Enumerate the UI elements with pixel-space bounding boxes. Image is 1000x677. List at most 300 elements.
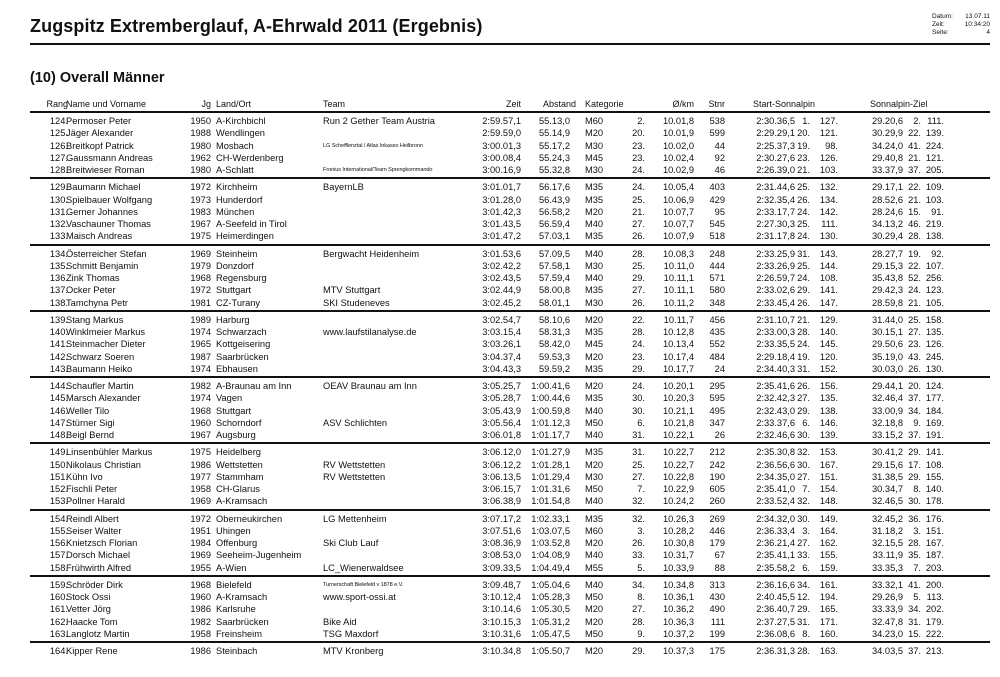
start-sonnalpin-class-rank-cell: 30. [797, 513, 810, 524]
name-cell: Fischli Peter [66, 484, 118, 494]
start-sonnalpin-time-cell: 2:34.35,0 [756, 471, 795, 482]
kategorie-rank-cell: 23. [632, 152, 645, 163]
sonnalpin-ziel-class-rank-cell: 37. [908, 646, 921, 656]
abstand-cell: 1:01.12,3 [531, 417, 570, 428]
kategorie-cell: M20 [585, 646, 604, 656]
start-sonnalpin-time-cell: 2:31.10,7 [756, 314, 795, 325]
zeit-cell: 3:04.43,3 [482, 363, 521, 374]
start-sonnalpin-class-rank-cell: 29. [797, 285, 810, 296]
kategorie-rank-cell: 25. [632, 194, 645, 205]
sonnalpin-ziel-class-rank-cell: 22. [908, 260, 921, 271]
zeit-cell: 3:02.54,7 [482, 314, 521, 325]
abstand-cell: 1:05.30,5 [531, 604, 570, 615]
table-row [30, 429, 990, 441]
ort-cell: Wettstetten [216, 459, 263, 470]
name-cell: Jäger Alexander [66, 128, 134, 139]
pace-cell: 10.31,7 [662, 550, 694, 561]
start-sonnalpin-class-rank-cell: 34. [797, 579, 810, 590]
start-sonnalpin-overall-rank-cell: 167. [819, 459, 838, 470]
zeit-cell: 3:07.51,6 [482, 525, 521, 536]
kategorie-rank-cell: 6. [637, 417, 645, 428]
sonnalpin-ziel-class-rank-cell: 15. [908, 206, 921, 217]
start-sonnalpin-time-cell: 2:35.58,2 [756, 562, 795, 573]
start-sonnalpin-class-rank-cell: 7. [802, 484, 810, 494]
start-sonnalpin-overall-rank-cell: 142. [819, 206, 838, 217]
kategorie-rank-cell: 23. [632, 140, 645, 151]
start-sonnalpin-overall-rank-cell: 143. [819, 248, 838, 259]
stnr-cell: 347 [709, 417, 725, 428]
stnr-cell: 269 [709, 513, 725, 524]
table-row [30, 405, 990, 417]
table-row [30, 603, 990, 615]
jg-cell: 1982 [190, 381, 211, 391]
table-row [30, 417, 990, 429]
start-sonnalpin-overall-rank-cell: 148. [819, 496, 838, 507]
abstand-cell: 1:03.07,5 [531, 525, 570, 536]
start-sonnalpin-class-rank-cell: 31. [797, 616, 810, 627]
sonnalpin-ziel-time-cell: 34.13,2 [871, 219, 903, 229]
start-sonnalpin-class-rank-cell: 26. [797, 381, 810, 391]
abstand-cell: 1:05.47,5 [531, 628, 570, 639]
sonnalpin-ziel-overall-rank-cell: 111. [927, 116, 944, 126]
name-cell: Weller Tilo [66, 405, 110, 416]
col-sonnalpin-ziel: Sonnalpin-Ziel [870, 99, 928, 109]
zeit-cell: 3:00.16,9 [482, 165, 521, 175]
kategorie-cell: M20 [585, 538, 604, 548]
sonnalpin-ziel-overall-rank-cell: 191. [925, 430, 944, 440]
kategorie-rank-cell: 25. [632, 260, 645, 271]
ort-cell: Saarbrücken [216, 351, 269, 362]
start-sonnalpin-overall-rank-cell: 151. [819, 471, 838, 482]
kategorie-rank-cell: 29. [632, 273, 645, 283]
jg-cell: 1974 [190, 327, 211, 337]
zeit-cell: 3:01.28,0 [482, 194, 521, 205]
kategorie-rank-cell: 5. [637, 562, 645, 573]
start-sonnalpin-class-rank-cell: 28. [797, 327, 810, 337]
start-sonnalpin-overall-rank-cell: 165. [819, 604, 838, 615]
start-sonnalpin-class-rank-cell: 23. [797, 152, 810, 163]
name-cell: Breitwieser Roman [66, 165, 145, 175]
zeit-cell: 3:07.17,2 [482, 513, 521, 524]
start-sonnalpin-class-rank-cell: 6. [802, 562, 810, 573]
jg-cell: 1989 [190, 314, 211, 325]
stnr-cell: 348 [709, 297, 725, 308]
jg-cell: 1980 [190, 140, 211, 151]
start-sonnalpin-overall-rank-cell: 111. [821, 219, 838, 229]
sonnalpin-ziel-class-rank-cell: 37. [908, 430, 921, 440]
table-row [30, 363, 990, 375]
pace-cell: 10.36,1 [662, 592, 694, 602]
zeit-cell: 3:01.01,7 [482, 182, 521, 193]
group-divider [30, 641, 990, 643]
abstand-cell: 1:03.52,8 [531, 538, 570, 548]
ort-cell: CH-Werdenberg [216, 152, 284, 163]
kategorie-rank-cell: 34. [632, 579, 645, 590]
pace-cell: 10.02,9 [662, 165, 694, 175]
table-row [30, 140, 990, 152]
ort-cell: Stuttgart [216, 285, 252, 296]
rang-cell: 144. [49, 381, 68, 391]
kategorie-cell: M35 [585, 327, 604, 337]
name-cell: Schröder Dirk [66, 579, 123, 590]
name-cell: Langlotz Martin [66, 628, 130, 639]
abstand-cell: 58.01,1 [538, 297, 570, 308]
sonnalpin-ziel-overall-rank-cell: 202. [925, 604, 944, 615]
ort-cell: CH-Glarus [216, 484, 260, 494]
rang-cell: 143. [49, 363, 68, 374]
name-cell: Schwarz Soeren [66, 351, 135, 362]
start-sonnalpin-overall-rank-cell: 162. [819, 538, 838, 548]
start-sonnalpin-overall-rank-cell: 129. [819, 314, 838, 325]
table-row [30, 127, 990, 139]
jg-cell: 1969 [190, 550, 211, 561]
zeit-cell: 3:10.34,8 [482, 646, 521, 656]
start-sonnalpin-overall-rank-cell: 127. [819, 116, 838, 126]
start-sonnalpin-overall-rank-cell: 144. [819, 260, 838, 271]
ort-cell: Wendlingen [216, 128, 265, 139]
pace-cell: 10.06,9 [662, 194, 694, 205]
jg-cell: 1984 [190, 538, 211, 548]
team-cell: TSG Maxdorf [323, 628, 379, 639]
stnr-cell: 92 [714, 152, 725, 163]
sonnalpin-ziel-overall-rank-cell: 135. [925, 327, 944, 337]
meta-time-label: Zeit: [932, 21, 945, 28]
start-sonnalpin-time-cell: 2:36.16,6 [756, 579, 795, 590]
rang-cell: 134. [49, 248, 68, 259]
sonnalpin-ziel-class-rank-cell: 9. [913, 417, 921, 428]
table-row [30, 513, 990, 525]
start-sonnalpin-overall-rank-cell: 146. [819, 417, 838, 428]
name-cell: Steinmacher Dieter [66, 339, 146, 350]
sonnalpin-ziel-class-rank-cell: 26. [908, 363, 921, 374]
name-cell: Winklmeier Markus [66, 327, 146, 337]
kategorie-cell: M55 [585, 562, 604, 573]
zeit-cell: 3:00.08,4 [482, 152, 521, 163]
kategorie-cell: M30 [585, 297, 604, 308]
team-cell: www.sport-ossi.at [323, 592, 396, 602]
start-sonnalpin-time-cell: 2:33.02,6 [756, 285, 795, 296]
pace-cell: 10.30,8 [662, 538, 694, 548]
rang-cell: 130. [49, 194, 68, 205]
kategorie-rank-cell: 8. [637, 592, 645, 602]
name-cell: Breitkopf Patrick [66, 140, 134, 151]
sonnalpin-ziel-class-rank-cell: 3. [913, 525, 921, 536]
jg-cell: 1968 [190, 405, 211, 416]
table-row [30, 351, 990, 363]
name-cell: Kipper Rene [66, 646, 118, 656]
rang-cell: 164. [49, 646, 68, 656]
start-sonnalpin-class-rank-cell: 30. [797, 459, 810, 470]
start-sonnalpin-time-cell: 2:31.17,8 [756, 231, 795, 242]
sonnalpin-ziel-overall-rank-cell: 109. [925, 182, 944, 193]
start-sonnalpin-time-cell: 2:33.45,4 [756, 297, 795, 308]
pace-cell: 10.22,1 [662, 430, 694, 440]
start-sonnalpin-time-cell: 2:35.30,8 [756, 447, 795, 458]
table-row [30, 591, 990, 603]
pace-cell: 10.11,1 [663, 273, 694, 283]
pace-cell: 10.11,0 [663, 260, 694, 271]
sonnalpin-ziel-class-rank-cell: 23. [908, 339, 921, 350]
start-sonnalpin-time-cell: 2:33.17,7 [756, 206, 795, 217]
rang-cell: 125. [49, 128, 68, 139]
start-sonnalpin-time-cell: 2:30.27,6 [756, 152, 795, 163]
zeit-cell: 3:05.28,7 [482, 393, 521, 404]
meta-date-label: Datum: [932, 13, 953, 20]
team-cell: www.laufstilanalyse.de [323, 327, 417, 337]
sonnalpin-ziel-time-cell: 31.44,0 [871, 314, 903, 325]
name-cell: Baumann Michael [66, 182, 141, 193]
rang-cell: 163. [49, 628, 68, 639]
sonnalpin-ziel-time-cell: 30.15,1 [871, 327, 903, 337]
sonnalpin-ziel-class-rank-cell: 27. [908, 327, 921, 337]
start-sonnalpin-class-rank-cell: 32. [797, 496, 810, 507]
stnr-cell: 484 [709, 351, 725, 362]
zeit-cell: 3:08.36,9 [482, 538, 521, 548]
sonnalpin-ziel-class-rank-cell: 29. [908, 471, 921, 482]
kategorie-rank-cell: 32. [632, 496, 645, 507]
team-cell: Bike Aid [323, 616, 357, 627]
start-sonnalpin-overall-rank-cell: 103. [819, 165, 838, 175]
abstand-cell: 56.43,9 [538, 194, 570, 205]
kategorie-rank-cell: 27. [632, 285, 645, 296]
start-sonnalpin-overall-rank-cell: 159. [819, 562, 838, 573]
name-cell: Kühn Ivo [66, 471, 103, 482]
sonnalpin-ziel-time-cell: 31.38,5 [871, 471, 903, 482]
abstand-cell: 1:01.29,4 [531, 471, 570, 482]
kategorie-rank-cell: 27. [632, 219, 645, 229]
pace-cell: 10.11,1 [663, 285, 694, 296]
start-sonnalpin-overall-rank-cell: 98. [825, 140, 838, 151]
kategorie-cell: M40 [585, 405, 604, 416]
sonnalpin-ziel-class-rank-cell: 8. [913, 484, 921, 494]
start-sonnalpin-overall-rank-cell: 141. [819, 285, 838, 296]
ort-cell: Schwarzach [216, 327, 267, 337]
abstand-cell: 1:01.28,1 [531, 459, 570, 470]
team-cell: OEAV Braunau am Inn [323, 381, 417, 391]
start-sonnalpin-overall-rank-cell: 160. [819, 628, 838, 639]
start-sonnalpin-time-cell: 2:33.26,9 [756, 260, 795, 271]
group-divider [30, 575, 990, 577]
start-sonnalpin-class-rank-cell: 27. [797, 471, 810, 482]
meta-date-value: 13.07.11 [965, 13, 990, 20]
ort-cell: München [216, 206, 255, 217]
start-sonnalpin-overall-rank-cell: 134. [819, 194, 838, 205]
name-cell: Permoser Peter [66, 116, 132, 126]
jg-cell: 1962 [190, 152, 211, 163]
team-cell: Turnerschaft Bielefeld v 1878 e.V. [323, 581, 404, 588]
name-cell: Maisch Andreas [66, 231, 133, 242]
ort-cell: Kirchheim [216, 182, 258, 193]
start-sonnalpin-time-cell: 2:32.42,3 [756, 393, 795, 404]
rang-cell: 141. [49, 339, 68, 350]
abstand-cell: 57.59,4 [538, 273, 570, 283]
sonnalpin-ziel-class-rank-cell: 19. [908, 248, 921, 259]
table-row [30, 392, 990, 404]
rang-cell: 152. [49, 484, 68, 494]
zeit-cell: 3:01.42,3 [482, 206, 521, 217]
sonnalpin-ziel-overall-rank-cell: 103. [925, 194, 944, 205]
pace-cell: 10.36,2 [662, 604, 694, 615]
sonnalpin-ziel-class-rank-cell: 34. [908, 405, 921, 416]
name-cell: Schaufler Martin [66, 381, 134, 391]
group-divider [30, 509, 990, 511]
abstand-cell: 1:04.49,4 [531, 562, 570, 573]
jg-cell: 1955 [190, 562, 211, 573]
jg-cell: 1958 [190, 484, 211, 494]
sonnalpin-ziel-class-rank-cell: 21. [908, 152, 921, 163]
stnr-cell: 456 [709, 314, 725, 325]
header-divider [30, 43, 990, 45]
ort-cell: A-Kramsach [216, 496, 268, 507]
table-row [30, 579, 990, 591]
kategorie-cell: M20 [585, 616, 604, 627]
name-cell: Tamchyna Petr [66, 297, 129, 308]
start-sonnalpin-time-cell: 2:33.52,4 [756, 496, 795, 507]
pace-cell: 10.22,7 [662, 459, 694, 470]
zeit-cell: 3:00.01,3 [482, 140, 521, 151]
kategorie-rank-cell: 30. [632, 393, 645, 404]
meta-date [932, 13, 990, 21]
sonnalpin-ziel-time-cell: 28.59,8 [871, 297, 903, 308]
kategorie-cell: M30 [585, 260, 604, 271]
kategorie-rank-cell: 33. [632, 550, 645, 561]
col-zeit: Zeit [505, 99, 521, 109]
start-sonnalpin-class-rank-cell: 21. [797, 314, 810, 325]
name-cell: Knietzsch Florian [66, 538, 138, 548]
table-row [30, 459, 990, 471]
pace-cell: 10.22,9 [662, 484, 694, 494]
document-title: Zugspitz Extremberglauf, A-Ehrwald 2011 (Ergebnis) [30, 16, 483, 36]
kategorie-cell: M50 [585, 628, 604, 639]
ort-cell: A-Kramsach [216, 592, 268, 602]
table-row [30, 471, 990, 483]
sonnalpin-ziel-class-rank-cell: 37. [908, 165, 921, 175]
pace-cell: 10.05,4 [662, 182, 694, 193]
start-sonnalpin-overall-rank-cell: 194. [819, 592, 838, 602]
team-cell: Fronius International/Team Sprengkommando [323, 167, 433, 173]
abstand-cell: 1:01.54,8 [531, 496, 570, 507]
stnr-cell: 67 [714, 550, 725, 561]
start-sonnalpin-time-cell: 2:34.32,0 [756, 513, 795, 524]
sonnalpin-ziel-class-rank-cell: 35. [908, 550, 921, 561]
zeit-cell: 3:02.44,9 [482, 285, 521, 296]
sonnalpin-ziel-class-rank-cell: 41. [908, 579, 921, 590]
sonnalpin-ziel-time-cell: 34.23,0 [871, 628, 903, 639]
kategorie-rank-cell: 3. [637, 525, 645, 536]
start-sonnalpin-class-rank-cell: 27. [797, 538, 810, 548]
rang-cell: 140. [49, 327, 68, 337]
start-sonnalpin-time-cell: 2:40.45,5 [756, 592, 795, 602]
jg-cell: 1972 [190, 285, 211, 296]
sonnalpin-ziel-time-cell: 29.26,9 [871, 592, 903, 602]
start-sonnalpin-class-rank-cell: 24. [797, 206, 810, 217]
start-sonnalpin-class-rank-cell: 24. [797, 339, 810, 350]
sonnalpin-ziel-overall-rank-cell: 177. [925, 393, 944, 404]
sonnalpin-ziel-class-rank-cell: 41. [908, 140, 921, 151]
table-row [30, 260, 990, 272]
pace-cell: 10.36,3 [662, 616, 694, 627]
abstand-cell: 1:00.44,6 [531, 393, 570, 404]
sonnalpin-ziel-overall-rank-cell: 92. [931, 248, 944, 259]
start-sonnalpin-time-cell: 2:33.37,6 [756, 417, 795, 428]
sonnalpin-ziel-class-rank-cell: 17. [908, 459, 921, 470]
sonnalpin-ziel-time-cell: 30.29,4 [871, 231, 903, 242]
stnr-cell: 179 [709, 538, 725, 548]
start-sonnalpin-class-rank-cell: 25. [797, 219, 810, 229]
sonnalpin-ziel-time-cell: 32.45,2 [871, 513, 903, 524]
pace-cell: 10.22,7 [662, 447, 694, 458]
stnr-cell: 260 [709, 496, 725, 507]
kategorie-cell: M30 [585, 165, 604, 175]
abstand-cell: 57.09,5 [538, 248, 570, 259]
sonnalpin-ziel-class-rank-cell: 2. [913, 116, 921, 126]
start-sonnalpin-class-rank-cell: 19. [797, 140, 810, 151]
start-sonnalpin-time-cell: 2:36.40,7 [756, 604, 795, 615]
start-sonnalpin-class-rank-cell: 24. [797, 231, 810, 242]
start-sonnalpin-class-rank-cell: 8. [802, 628, 810, 639]
ort-cell: Uhingen [216, 525, 251, 536]
zeit-cell: 2:59.59,0 [482, 128, 521, 139]
kategorie-cell: M35 [585, 393, 604, 404]
start-sonnalpin-overall-rank-cell: 140. [819, 327, 838, 337]
start-sonnalpin-overall-rank-cell: 130. [819, 231, 838, 242]
group-divider [30, 111, 990, 113]
zeit-cell: 3:01.47,2 [482, 231, 521, 242]
stnr-cell: 313 [709, 579, 725, 590]
col-abstand: Abstand [542, 99, 576, 109]
start-sonnalpin-time-cell: 2:32.46,6 [756, 430, 795, 440]
zeit-cell: 3:06.38,9 [482, 496, 521, 507]
sonnalpin-ziel-overall-rank-cell: 130. [925, 363, 944, 374]
kategorie-cell: M35 [585, 194, 604, 205]
sonnalpin-ziel-class-rank-cell: 5. [913, 592, 921, 602]
sonnalpin-ziel-overall-rank-cell: 158. [925, 314, 944, 325]
stnr-cell: 44 [714, 140, 725, 151]
kategorie-rank-cell: 29. [632, 646, 645, 656]
rang-cell: 136. [49, 273, 68, 283]
pace-cell: 10.17,7 [662, 363, 694, 374]
kategorie-rank-cell: 2. [637, 116, 645, 126]
name-cell: Spielbauer Wolfgang [66, 194, 153, 205]
jg-cell: 1960 [190, 592, 211, 602]
pace-cell: 10.24,2 [662, 496, 694, 507]
start-sonnalpin-time-cell: 2:29.29,1 [756, 128, 795, 139]
kategorie-rank-cell: 31. [632, 430, 645, 440]
zeit-cell: 3:03.26,1 [482, 339, 521, 350]
ort-cell: CZ-Turany [216, 297, 261, 308]
start-sonnalpin-time-cell: 2:33.35,5 [756, 339, 795, 350]
table-row [30, 314, 990, 326]
sonnalpin-ziel-time-cell: 34.24,0 [871, 140, 903, 151]
name-cell: Gaussmann Andreas [66, 152, 153, 163]
kategorie-rank-cell: 31. [632, 447, 645, 458]
pace-cell: 10.11,2 [663, 297, 694, 308]
zeit-cell: 3:10.31,6 [482, 628, 521, 639]
sonnalpin-ziel-class-rank-cell: 21. [908, 297, 921, 308]
kategorie-cell: M35 [585, 447, 604, 458]
sonnalpin-ziel-time-cell: 28.27,7 [871, 248, 903, 259]
start-sonnalpin-overall-rank-cell: 155. [819, 550, 838, 561]
abstand-cell: 1:02.33,1 [531, 513, 570, 524]
ort-cell: A-Schlatt [216, 165, 254, 175]
rang-cell: 154. [49, 513, 68, 524]
team-cell: LG Schefflenztal / Atlas Inkasso Heilbronn [323, 142, 423, 149]
col-kategorie: Kategorie [585, 99, 624, 109]
pace-cell: 10.01,9 [662, 128, 694, 139]
name-cell: Dorsch Michael [66, 550, 131, 561]
kategorie-cell: M35 [585, 363, 604, 374]
table-row [30, 206, 990, 218]
